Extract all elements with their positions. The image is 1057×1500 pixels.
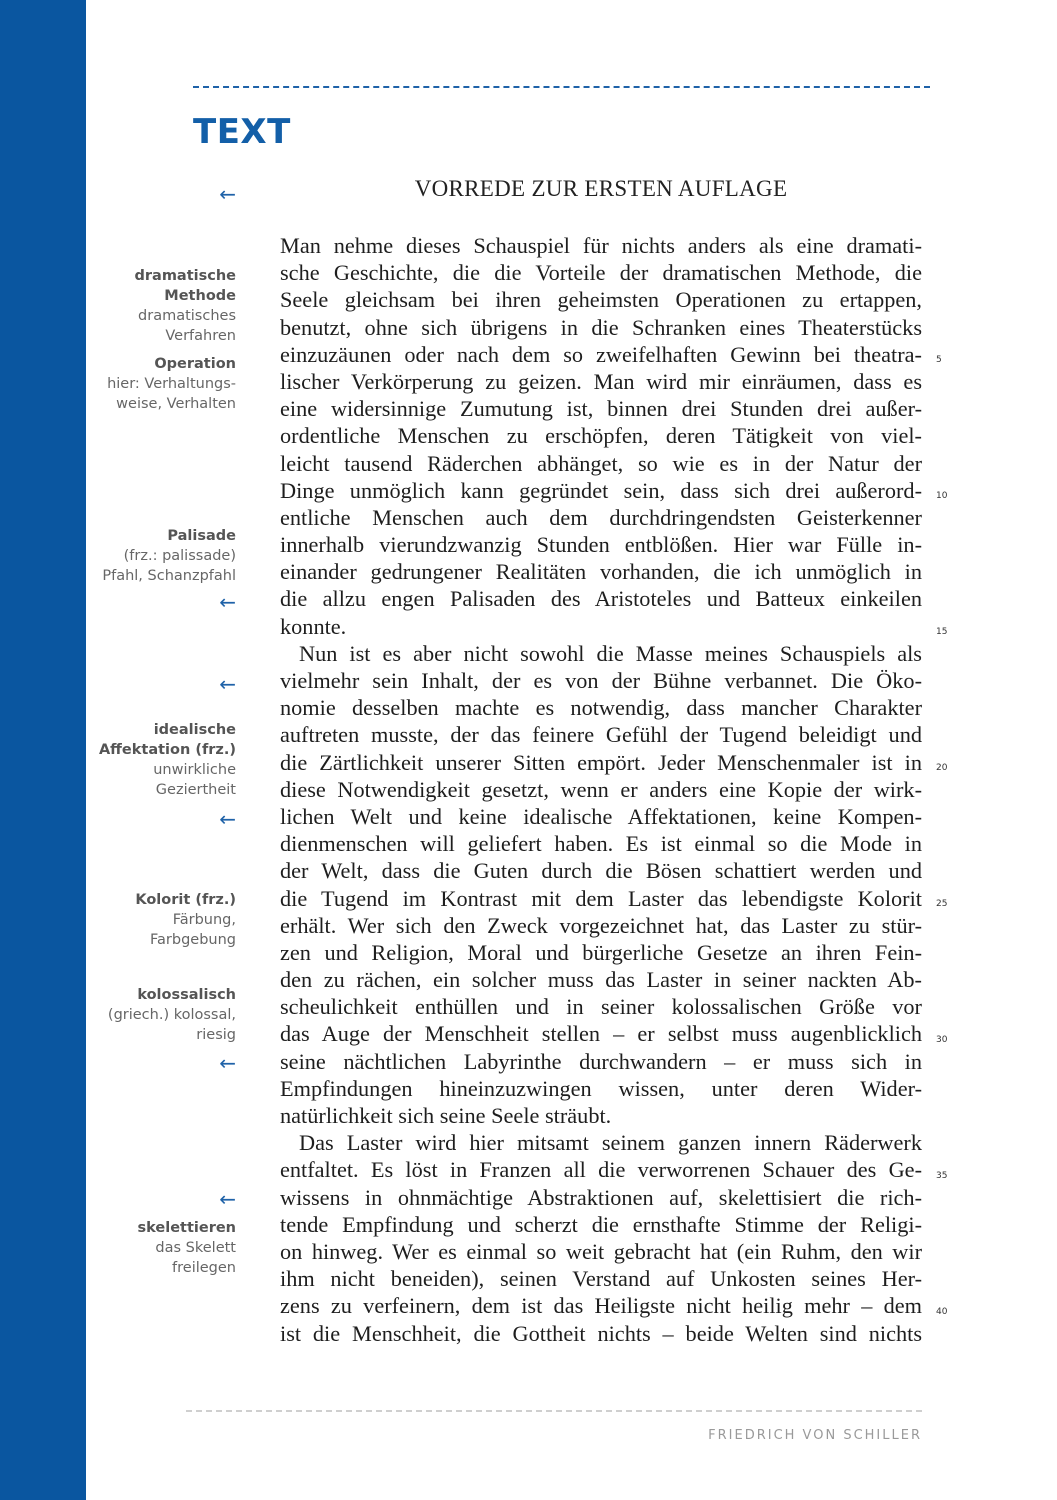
gloss-def: das Skelett [155,1240,236,1256]
text-line: ordentliche Menschen zu erschöpfen, deren Tätigkeit von viel- [280,423,922,449]
text-line: zens zu verfeinern, dem ist das Heiligste nicht heilig mehr – dem [280,1293,922,1319]
text-line: tende Empfindung und scherzt die ernsthafte Stimme der Religi- [280,1211,922,1237]
body-text [280,232,922,1347]
line-number: 15 [936,627,948,637]
text-line: ihm nicht beneiden), seinen Verstand auf Unkosten seines Her- [280,1266,922,1292]
side-color-band [0,0,86,1500]
gloss-def: Verfahren [165,328,236,344]
gloss-kolorit [86,890,236,950]
text-line: Seele gleichsam bei ihren geheimsten Operationen zu ertappen, [280,287,922,313]
top-dashed-rule [193,86,930,88]
gloss-def: (frz.: palissade) [123,548,236,564]
gloss-term: kolossalisch [137,987,236,1003]
arrow-left-icon: ← [219,590,236,614]
gloss-dramatische-methode [86,266,236,346]
text-line: entliche Menschen auch dem durchdringendsten Geisterkenner [280,504,922,530]
gloss-def: Farbgebung [150,932,236,948]
text-line: auftreten musste, der das feinere Gefühl der Tugend beleidigt und [280,722,922,748]
line-number: 35 [936,1171,948,1181]
gloss-def: Pfahl, Schanzpfahl [102,568,236,584]
text-line: wissens in ohnmächtige Abstraktionen auf, skelettisiert die rich- [280,1184,922,1210]
text-line: innerhalb vierundzwanzig Stunden entblößen. Hier war Fülle in- [280,532,922,558]
gloss-def: Färbung, [172,912,236,928]
text-line: Nun ist es aber nicht sowohl die Masse meines Schauspiels als [299,640,922,666]
gloss-def: (griech.) kolossal, [107,1007,236,1023]
text-line: die allzu engen Palisaden des Aristoteles und Batteux einkeilen [280,586,922,612]
gloss-kolossalisch [86,985,236,1045]
text-line: diese Notwendigkeit gesetzt, wenn er anders eine Kopie der wirk- [280,776,922,802]
line-number: 5 [936,355,942,365]
arrow-left-icon: ← [219,1187,236,1211]
arrow-left-icon: ← [219,182,236,206]
line-number: 10 [936,491,948,501]
text-line: sche Geschichte, die die Vorteile der dramatischen Methode, die [280,260,922,286]
text-line: on hinweg. Wer es einmal so weit gebracht hat (ein Ruhm, den wir [280,1238,922,1264]
text-line: konnte. [280,613,347,639]
gloss-term: Palisade [167,528,236,544]
text-line: einander gedrungener Realitäten vorhanden, die ich unmöglich in [280,559,922,585]
gloss-palisade [86,526,236,586]
text-line: entfaltet. Es löst in Franzen all die verworrenen Schauer des Ge- [280,1157,922,1183]
gloss-skelettieren [86,1218,236,1278]
gloss-def: freilegen [172,1260,236,1276]
text-line: Man nehme dieses Schauspiel für nichts anders als eine dramati- [280,233,922,258]
line-number: 30 [936,1035,948,1045]
text-line: leicht tausend Räderchen abhänget, so wie es in der Natur der [280,450,922,476]
text-line: nomie desselben machte es notwendig, dass mancher Charakter [280,695,922,721]
text-line: scheulichkeit enthüllen und in seiner kolossalischen Größe vor [280,994,922,1020]
text-line: die Zärtlichkeit unserer Sitten empört. Jeder Menschenmaler ist in [280,749,922,775]
text-line: das Auge der Menschheit stellen – er selbst muss augenblicklich [280,1021,922,1047]
text-line: lischer Verkörperung zu geizen. Man wird mir einräumen, dass es [280,368,922,394]
arrow-left-icon: ← [219,807,236,831]
text-line: dienmenschen will geliefert haben. Es ist einmal so die Mode in [280,831,922,857]
gloss-term: idealische Affektation (frz.) [98,722,236,758]
text-line: eine widersinnige Zumutung ist, binnen drei Stunden drei außer- [280,396,922,422]
gloss-def: riesig [196,1027,236,1043]
gloss-def: weise, Verhalten [116,396,236,412]
footer-author: FRIEDRICH VON SCHILLER [708,1428,922,1443]
gloss-def: Geziertheit [155,782,236,798]
text-line: vielmehr sein Inhalt, der es von der Bühne verbannet. Die Öko- [280,668,922,693]
arrow-left-icon: ← [219,1051,236,1075]
text-line: seine nächtlichen Labyrinthe durchwandern – er muss sich in [280,1048,922,1074]
line-number: 40 [936,1307,948,1317]
text-line: den zu rächen, ein solcher muss das Laster in seiner nackten Ab- [280,967,922,993]
text-line: ist die Menschheit, die Gottheit nichts – beide Welten sind nichts [280,1320,922,1346]
text-line: die Tugend im Kontrast mit dem Laster das lebendigste Kolorit [280,885,922,911]
gloss-term: dramatische Methode [134,268,236,304]
line-number: 25 [936,899,948,909]
text-line: benutzt, ohne sich übrigens in die Schranken eines Theaterstücks [280,314,922,340]
gloss-term: Kolorit (frz.) [135,892,236,908]
text-line: erhält. Wer sich den Zweck vorgezeichnet hat, das Laster zu stür- [280,912,922,938]
text-line: Dinge unmöglich kann gegründet sein, dass sich drei außerord- [280,477,922,503]
arrow-left-icon: ← [219,672,236,696]
text-line: der Welt, dass die Guten durch die Bösen schattiert werden und [280,858,922,884]
text-line: einzuzäunen oder nach dem so zweifelhaften Gewinn bei theatra- [280,341,922,367]
line-number: 20 [936,763,948,773]
bottom-dashed-rule [186,1410,922,1412]
text-line: lichen Welt und keine idealische Affektationen, keine Kompen- [280,803,922,829]
text-line: natürlichkeit sich seine Seele sträubt. [280,1103,612,1128]
gloss-def: unwirkliche [153,762,236,778]
gloss-def: hier: Verhaltungs- [107,376,236,392]
chapter-heading: VORREDE ZUR ERSTEN AUFLAGE [414,176,788,201]
gloss-term: skelettieren [137,1220,236,1236]
gloss-idealische-affektation [86,720,236,800]
section-title: TEXT [193,112,291,152]
text-line: Empfindungen hineinzuzwingen wissen, unter deren Wider- [280,1075,922,1101]
gloss-term: Operation [154,356,236,372]
gloss-def: dramatisches [138,308,236,324]
gloss-operation [86,354,236,414]
text-line: zen und Religion, Moral und bürgerliche Gesetze an ihren Fein- [280,939,922,965]
text-line: Das Laster wird hier mitsamt seinem ganzen innern Räderwerk [299,1130,922,1156]
